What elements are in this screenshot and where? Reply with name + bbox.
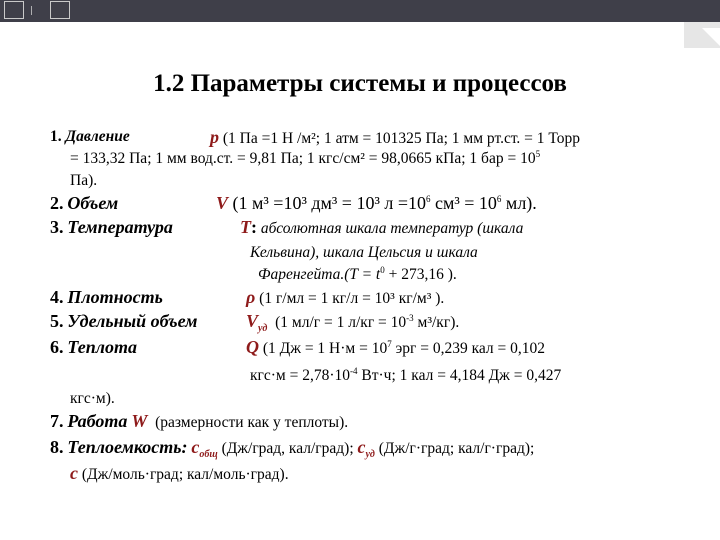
item-symbol: V [246, 311, 259, 331]
item-definition: (1 м³ =10³ дм³ = 10³ л =10 [232, 193, 426, 213]
page-fold-icon [702, 28, 720, 46]
item-definition: (размерности как у теплоты). [155, 414, 349, 431]
item-label: Давление [65, 128, 130, 145]
subscript: общ [199, 449, 218, 461]
item-heat-capacity [50, 436, 690, 462]
item-work [50, 410, 690, 436]
item-definition: абсолютная шкала температур (шкала [260, 220, 524, 237]
item-number: 2. [50, 193, 64, 213]
item-definition: (Дж/г·град; кал/г·град); [378, 440, 535, 457]
item-temperature-cont [50, 264, 690, 286]
item-number: 5. [50, 311, 64, 331]
item-definition: Кельвина), шкала Цельсия и шкала [250, 244, 478, 261]
item-definition: Па). [70, 172, 98, 189]
item-number: 6. [50, 337, 64, 357]
separator-icon: | [30, 6, 34, 16]
item-symbol: W [131, 411, 148, 431]
item-symbol: p [210, 127, 219, 147]
item-definition: = 133,32 Па; 1 мм вод.ст. = 9,81 Па; 1 кгс/см² = 98,0665 кПа; 1 бар = 10 [70, 150, 536, 167]
item-volume [50, 192, 690, 216]
item-definition: мл). [501, 193, 537, 213]
item-definition: (1 мл/г = 1 л/кг = 10 [275, 314, 407, 331]
item-definition: см³ = 10 [430, 193, 497, 213]
item-heat-cont [50, 362, 690, 388]
item-definition: Вт·ч; 1 кал = 4,184 Дж = 0,427 [357, 367, 562, 384]
item-label: Теплоемкость: [67, 437, 188, 457]
item-label: Теплота [67, 337, 137, 357]
window-top-bar [0, 0, 720, 22]
item-temperature [50, 216, 690, 242]
slide-body [50, 126, 690, 484]
item-heat-cont [50, 388, 690, 410]
item-symbol: с [357, 437, 366, 457]
item-definition: + 273,16 ). [384, 266, 457, 283]
logo-icon [50, 1, 70, 19]
superscript: 6 [496, 194, 502, 204]
item-definition: (Дж/моль·град; кал/моль·град). [81, 466, 289, 483]
item-symbol: с [191, 437, 200, 457]
item-symbol: Q [246, 337, 259, 357]
item-specific-volume [50, 310, 690, 336]
item-definition: кгс·м = 2,78·10 [250, 367, 351, 384]
superscript: -4 [350, 365, 358, 376]
item-definition: (1 Дж = 1 Н·м = 10 [262, 340, 388, 357]
logo-icon [4, 1, 24, 19]
item-symbol: V [216, 193, 229, 213]
item-symbol: T [240, 217, 251, 237]
item-temperature-cont [50, 242, 690, 264]
item-definition: (1 г/мл = 1 кг/л = 10³ кг/м³ ). [259, 290, 445, 307]
item-pressure [50, 126, 690, 148]
item-definition: м³/кг). [413, 314, 460, 331]
item-number: 8. [50, 437, 64, 457]
subscript: уд [365, 449, 375, 461]
slide-title: 1.2 Параметры системы и процессов [153, 70, 567, 97]
superscript: 5 [535, 148, 541, 159]
item-definition: кгс·м). [70, 390, 115, 407]
item-label: Объем [67, 193, 119, 213]
item-label: Температура [67, 217, 173, 237]
superscript: -3 [406, 312, 414, 323]
item-pressure-cont [50, 148, 690, 170]
item-heat-capacity-cont [50, 462, 690, 484]
item-symbol: ρ [246, 287, 256, 307]
superscript: 0 [380, 264, 385, 275]
item-definition: (Дж/град, кал/град); [221, 440, 354, 457]
item-number: 4. [50, 287, 64, 307]
item-heat [50, 336, 690, 362]
superscript: 7 [387, 338, 392, 349]
item-label: Удельный объем [67, 311, 198, 331]
item-density [50, 286, 690, 310]
item-definition: (1 Па =1 Н /м²; 1 атм = 101325 Па; 1 мм рт.ст. = 1 Торр [222, 130, 580, 147]
colon: : [251, 217, 257, 237]
item-pressure-cont [50, 170, 690, 192]
item-label: Работа [67, 411, 128, 431]
item-symbol: с [70, 463, 78, 483]
item-number: 3. [50, 217, 64, 237]
superscript: 6 [425, 194, 431, 204]
item-number: 1. [50, 128, 62, 145]
subscript: уд [258, 323, 268, 335]
item-definition: Фаренгейта.(T = t [258, 266, 381, 283]
item-definition: эрг = 0,239 кал = 0,102 [391, 340, 546, 357]
item-number: 7. [50, 411, 64, 431]
item-label: Плотность [67, 287, 163, 307]
